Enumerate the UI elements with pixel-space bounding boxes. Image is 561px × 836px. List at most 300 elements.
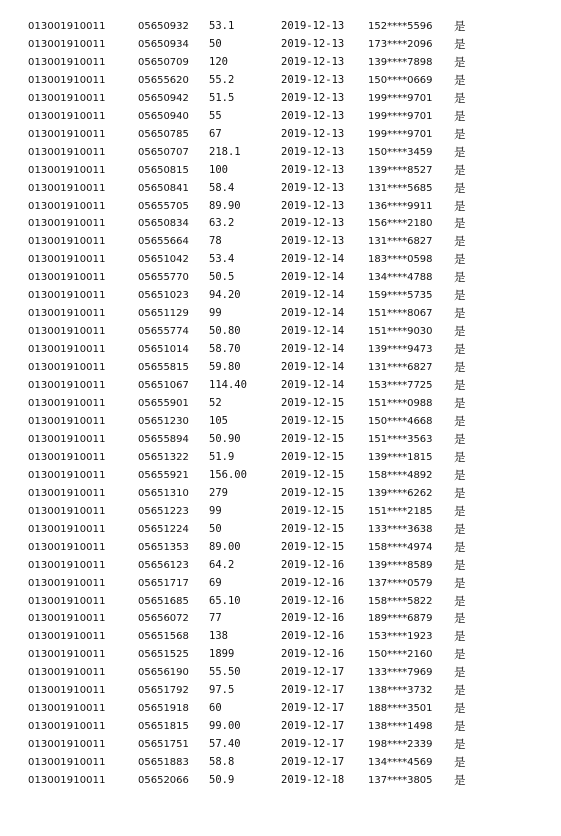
store-code-cell: 013001910011 xyxy=(28,362,106,374)
store-code-cell: 013001910011 xyxy=(28,739,106,751)
table-row xyxy=(0,646,561,664)
flag-cell: 是 xyxy=(454,413,466,428)
amount-cell: 52 xyxy=(209,397,222,410)
phone-cell: 152****5596 xyxy=(368,21,433,32)
amount-cell: 99 xyxy=(209,504,222,517)
flag-cell: 是 xyxy=(454,270,466,285)
table-row xyxy=(0,305,561,323)
date-cell: 2019-12-16 xyxy=(281,576,345,589)
flag-cell: 是 xyxy=(454,521,466,536)
order-number-cell: 05650934 xyxy=(138,38,189,50)
amount-cell: 65.10 xyxy=(209,594,241,607)
order-number-cell: 05651042 xyxy=(138,254,189,266)
phone-cell: 133****7969 xyxy=(368,667,433,679)
phone-cell: 139****1815 xyxy=(368,451,433,463)
date-cell: 2019-12-13 xyxy=(281,91,345,104)
order-number-cell: 05655815 xyxy=(138,362,189,374)
phone-cell: 139****8589 xyxy=(368,559,433,571)
flag-cell: 是 xyxy=(454,342,466,357)
order-number-cell: 05655620 xyxy=(138,74,189,86)
phone-cell: 150****2160 xyxy=(368,649,433,661)
amount-cell: 99.00 xyxy=(209,720,241,733)
flag-cell: 是 xyxy=(454,431,466,446)
table-row xyxy=(0,682,561,700)
date-cell: 2019-12-17 xyxy=(281,720,345,733)
order-number-cell: 05651224 xyxy=(138,523,189,535)
amount-cell: 100 xyxy=(209,163,228,176)
order-number-cell: 05655770 xyxy=(138,272,189,284)
table-row xyxy=(0,36,561,54)
store-code-cell: 013001910011 xyxy=(28,649,106,661)
flag-cell: 是 xyxy=(454,539,466,554)
table-row xyxy=(0,449,561,467)
store-code-cell: 013001910011 xyxy=(28,451,106,463)
flag-cell: 是 xyxy=(454,719,466,734)
table-row xyxy=(0,162,561,180)
order-number-cell: 05651717 xyxy=(138,577,189,589)
amount-cell: 55.2 xyxy=(209,73,235,86)
date-cell: 2019-12-17 xyxy=(281,756,345,769)
store-code-cell: 013001910011 xyxy=(28,56,106,68)
phone-cell: 134****4569 xyxy=(368,757,433,769)
flag-cell: 是 xyxy=(454,36,466,51)
order-number-cell: 05651129 xyxy=(138,308,189,320)
amount-cell: 1899 xyxy=(209,648,235,661)
order-number-cell: 05650841 xyxy=(138,182,189,194)
flag-cell: 是 xyxy=(454,252,466,267)
order-number-cell: 05651883 xyxy=(138,757,189,769)
store-code-cell: 013001910011 xyxy=(28,290,106,302)
store-code-cell: 013001910011 xyxy=(28,559,106,571)
amount-cell: 58.8 xyxy=(209,756,235,769)
date-cell: 2019-12-15 xyxy=(281,540,345,553)
store-code-cell: 013001910011 xyxy=(28,505,106,517)
table-row xyxy=(0,233,561,251)
order-number-cell: 05655664 xyxy=(138,236,189,248)
amount-cell: 138 xyxy=(209,630,228,643)
table-row xyxy=(0,754,561,772)
date-cell: 2019-12-14 xyxy=(281,253,345,266)
date-cell: 2019-12-13 xyxy=(281,73,345,86)
store-code-cell: 013001910011 xyxy=(28,218,106,230)
amount-cell: 51.5 xyxy=(209,91,235,104)
phone-cell: 151****0988 xyxy=(368,398,433,410)
store-code-cell: 013001910011 xyxy=(28,92,106,104)
flag-cell: 是 xyxy=(454,54,466,69)
order-number-cell: 05655921 xyxy=(138,469,189,481)
date-cell: 2019-12-13 xyxy=(281,163,345,176)
amount-cell: 279 xyxy=(209,486,228,499)
table-row xyxy=(0,610,561,628)
amount-cell: 58.70 xyxy=(209,343,241,356)
amount-cell: 97.5 xyxy=(209,684,235,697)
phone-cell: 138****1498 xyxy=(368,721,433,733)
store-code-cell: 013001910011 xyxy=(28,703,106,715)
flag-cell: 是 xyxy=(454,90,466,105)
order-number-cell: 05651322 xyxy=(138,451,189,463)
table-row xyxy=(0,144,561,162)
table-row xyxy=(0,108,561,126)
amount-cell: 55 xyxy=(209,109,222,122)
store-code-cell: 013001910011 xyxy=(28,200,106,212)
phone-cell: 138****3732 xyxy=(368,685,433,697)
date-cell: 2019-12-13 xyxy=(281,217,345,230)
flag-cell: 是 xyxy=(454,234,466,249)
table-row xyxy=(0,54,561,72)
order-number-cell: 05650785 xyxy=(138,128,189,140)
order-number-cell: 05650942 xyxy=(138,92,189,104)
store-code-cell: 013001910011 xyxy=(28,326,106,338)
amount-cell: 50.9 xyxy=(209,774,235,787)
store-code-cell: 013001910011 xyxy=(28,128,106,140)
phone-cell: 139****6262 xyxy=(368,487,433,499)
amount-cell: 50 xyxy=(209,37,222,50)
order-number-cell: 05656190 xyxy=(138,667,189,679)
amount-cell: 69 xyxy=(209,576,222,589)
phone-cell: 158****4892 xyxy=(368,469,433,481)
amount-cell: 55.50 xyxy=(209,666,241,679)
table-row xyxy=(0,539,561,557)
flag-cell: 是 xyxy=(454,216,466,231)
date-cell: 2019-12-16 xyxy=(281,612,345,625)
table-row xyxy=(0,215,561,233)
flag-cell: 是 xyxy=(454,683,466,698)
order-number-cell: 05651014 xyxy=(138,344,189,356)
phone-cell: 150****4668 xyxy=(368,415,433,427)
order-number-cell: 05656123 xyxy=(138,559,189,571)
phone-cell: 134****4788 xyxy=(368,272,433,284)
phone-cell: 183****0598 xyxy=(368,254,433,266)
store-code-cell: 013001910011 xyxy=(28,146,106,158)
phone-cell: 153****1923 xyxy=(368,631,433,643)
table-row xyxy=(0,269,561,287)
flag-cell: 是 xyxy=(454,629,466,644)
order-number-cell: 05655705 xyxy=(138,200,189,212)
flag-cell: 是 xyxy=(454,755,466,770)
date-cell: 2019-12-14 xyxy=(281,325,345,338)
table-row xyxy=(0,90,561,108)
order-number-cell: 05651751 xyxy=(138,739,189,751)
order-number-cell: 05655894 xyxy=(138,433,189,445)
table-row xyxy=(0,198,561,216)
store-code-cell: 013001910011 xyxy=(28,415,106,427)
table-row xyxy=(0,467,561,485)
amount-cell: 94.20 xyxy=(209,289,241,302)
table-row xyxy=(0,593,561,611)
order-number-cell: 05650707 xyxy=(138,146,189,158)
order-number-cell: 05650815 xyxy=(138,164,189,176)
table-row xyxy=(0,700,561,718)
table-row xyxy=(0,395,561,413)
phone-cell: 189****6879 xyxy=(368,613,433,625)
store-code-cell: 013001910011 xyxy=(28,254,106,266)
store-code-cell: 013001910011 xyxy=(28,236,106,248)
store-code-cell: 013001910011 xyxy=(28,344,106,356)
store-code-cell: 013001910011 xyxy=(28,38,106,50)
order-number-cell: 05650940 xyxy=(138,110,189,122)
flag-cell: 是 xyxy=(454,485,466,500)
data-table xyxy=(0,18,561,790)
table-row xyxy=(0,575,561,593)
store-code-cell: 013001910011 xyxy=(28,595,106,607)
table-row xyxy=(0,287,561,305)
date-cell: 2019-12-15 xyxy=(281,450,345,463)
table-row xyxy=(0,377,561,395)
table-row xyxy=(0,180,561,198)
amount-cell: 114.40 xyxy=(209,379,247,392)
date-cell: 2019-12-17 xyxy=(281,702,345,715)
date-cell: 2019-12-14 xyxy=(281,379,345,392)
order-number-cell: 05651815 xyxy=(138,721,189,733)
phone-cell: 159****5735 xyxy=(368,290,433,302)
amount-cell: 50 xyxy=(209,522,222,535)
flag-cell: 是 xyxy=(454,180,466,195)
date-cell: 2019-12-14 xyxy=(281,307,345,320)
flag-cell: 是 xyxy=(454,773,466,788)
order-number-cell: 05651223 xyxy=(138,505,189,517)
order-number-cell: 05650932 xyxy=(138,21,189,32)
flag-cell: 是 xyxy=(454,19,466,33)
phone-cell: 136****9911 xyxy=(368,200,433,212)
phone-cell: 133****3638 xyxy=(368,523,433,535)
amount-cell: 67 xyxy=(209,127,222,140)
order-number-cell: 05651568 xyxy=(138,631,189,643)
table-row xyxy=(0,736,561,754)
phone-cell: 158****4974 xyxy=(368,541,433,553)
phone-cell: 188****3501 xyxy=(368,703,433,715)
store-code-cell: 013001910011 xyxy=(28,308,106,320)
amount-cell: 218.1 xyxy=(209,145,241,158)
store-code-cell: 013001910011 xyxy=(28,272,106,284)
phone-cell: 199****9701 xyxy=(368,110,433,122)
store-code-cell: 013001910011 xyxy=(28,613,106,625)
store-code-cell: 013001910011 xyxy=(28,74,106,86)
order-number-cell: 05651353 xyxy=(138,541,189,553)
date-cell: 2019-12-13 xyxy=(281,127,345,140)
date-cell: 2019-12-13 xyxy=(281,37,345,50)
store-code-cell: 013001910011 xyxy=(28,380,106,392)
store-code-cell: 013001910011 xyxy=(28,721,106,733)
table-row xyxy=(0,126,561,144)
phone-cell: 151****9030 xyxy=(368,326,433,338)
flag-cell: 是 xyxy=(454,647,466,662)
date-cell: 2019-12-13 xyxy=(281,235,345,248)
date-cell: 2019-12-14 xyxy=(281,289,345,302)
phone-cell: 151****3563 xyxy=(368,433,433,445)
phone-cell: 156****2180 xyxy=(368,218,433,230)
order-number-cell: 05651918 xyxy=(138,703,189,715)
amount-cell: 58.4 xyxy=(209,181,235,194)
order-number-cell: 05651525 xyxy=(138,649,189,661)
store-code-cell: 013001910011 xyxy=(28,631,106,643)
table-row xyxy=(0,341,561,359)
flag-cell: 是 xyxy=(454,449,466,464)
table-row xyxy=(0,323,561,341)
flag-cell: 是 xyxy=(454,378,466,393)
date-cell: 2019-12-16 xyxy=(281,594,345,607)
phone-cell: 151****8067 xyxy=(368,308,433,320)
date-cell: 2019-12-15 xyxy=(281,468,345,481)
amount-cell: 51.9 xyxy=(209,450,235,463)
order-number-cell: 05652066 xyxy=(138,775,189,787)
phone-cell: 131****6827 xyxy=(368,362,433,374)
table-row xyxy=(0,772,561,790)
date-cell: 2019-12-15 xyxy=(281,432,345,445)
phone-cell: 137****0579 xyxy=(368,577,433,589)
amount-cell: 120 xyxy=(209,55,228,68)
flag-cell: 是 xyxy=(454,701,466,716)
store-code-cell: 013001910011 xyxy=(28,433,106,445)
store-code-cell: 013001910011 xyxy=(28,775,106,787)
phone-cell: 131****5685 xyxy=(368,182,433,194)
flag-cell: 是 xyxy=(454,162,466,177)
phone-cell: 199****9701 xyxy=(368,92,433,104)
store-code-cell: 013001910011 xyxy=(28,469,106,481)
table-row xyxy=(0,485,561,503)
amount-cell: 50.5 xyxy=(209,271,235,284)
order-number-cell: 05655901 xyxy=(138,398,189,410)
flag-cell: 是 xyxy=(454,737,466,752)
phone-cell: 139****7898 xyxy=(368,56,433,68)
store-code-cell: 013001910011 xyxy=(28,164,106,176)
flag-cell: 是 xyxy=(454,503,466,518)
order-number-cell: 05651310 xyxy=(138,487,189,499)
store-code-cell: 013001910011 xyxy=(28,182,106,194)
flag-cell: 是 xyxy=(454,324,466,339)
table-row xyxy=(0,664,561,682)
flag-cell: 是 xyxy=(454,72,466,87)
amount-cell: 77 xyxy=(209,612,222,625)
order-number-cell: 05651230 xyxy=(138,415,189,427)
phone-cell: 198****2339 xyxy=(368,739,433,751)
table-row xyxy=(0,557,561,575)
phone-cell: 150****0669 xyxy=(368,74,433,86)
store-code-cell: 013001910011 xyxy=(28,541,106,553)
date-cell: 2019-12-17 xyxy=(281,738,345,751)
table-row xyxy=(0,72,561,90)
order-number-cell: 05651067 xyxy=(138,380,189,392)
table-row xyxy=(0,18,561,36)
date-cell: 2019-12-13 xyxy=(281,109,345,122)
flag-cell: 是 xyxy=(454,108,466,123)
phone-cell: 151****2185 xyxy=(368,505,433,517)
order-number-cell: 05656072 xyxy=(138,613,189,625)
date-cell: 2019-12-16 xyxy=(281,648,345,661)
amount-cell: 99 xyxy=(209,307,222,320)
flag-cell: 是 xyxy=(454,198,466,213)
amount-cell: 53.4 xyxy=(209,253,235,266)
table-row xyxy=(0,413,561,431)
date-cell: 2019-12-18 xyxy=(281,774,345,787)
date-cell: 2019-12-16 xyxy=(281,630,345,643)
date-cell: 2019-12-15 xyxy=(281,414,345,427)
flag-cell: 是 xyxy=(454,360,466,375)
date-cell: 2019-12-15 xyxy=(281,486,345,499)
store-code-cell: 013001910011 xyxy=(28,487,106,499)
amount-cell: 59.80 xyxy=(209,361,241,374)
table-row xyxy=(0,503,561,521)
flag-cell: 是 xyxy=(454,611,466,626)
table-row xyxy=(0,251,561,269)
flag-cell: 是 xyxy=(454,306,466,321)
table-row xyxy=(0,628,561,646)
order-number-cell: 05650709 xyxy=(138,56,189,68)
date-cell: 2019-12-14 xyxy=(281,271,345,284)
amount-cell: 50.80 xyxy=(209,325,241,338)
amount-cell: 57.40 xyxy=(209,738,241,751)
date-cell: 2019-12-14 xyxy=(281,343,345,356)
date-cell: 2019-12-15 xyxy=(281,504,345,517)
table-row xyxy=(0,521,561,539)
order-number-cell: 05651792 xyxy=(138,685,189,697)
phone-cell: 173****2096 xyxy=(368,38,433,50)
flag-cell: 是 xyxy=(454,396,466,411)
table-row xyxy=(0,718,561,736)
amount-cell: 78 xyxy=(209,235,222,248)
phone-cell: 153****7725 xyxy=(368,380,433,392)
table-row xyxy=(0,359,561,377)
date-cell: 2019-12-13 xyxy=(281,199,345,212)
date-cell: 2019-12-15 xyxy=(281,522,345,535)
flag-cell: 是 xyxy=(454,665,466,680)
order-number-cell: 05651685 xyxy=(138,595,189,607)
store-code-cell: 013001910011 xyxy=(28,757,106,769)
order-number-cell: 05651023 xyxy=(138,290,189,302)
store-code-cell: 013001910011 xyxy=(28,577,106,589)
date-cell: 2019-12-17 xyxy=(281,684,345,697)
date-cell: 2019-12-13 xyxy=(281,145,345,158)
phone-cell: 150****3459 xyxy=(368,146,433,158)
store-code-cell: 013001910011 xyxy=(28,398,106,410)
amount-cell: 156.00 xyxy=(209,468,247,481)
date-cell: 2019-12-13 xyxy=(281,20,345,32)
amount-cell: 63.2 xyxy=(209,217,235,230)
order-number-cell: 05650834 xyxy=(138,218,189,230)
flag-cell: 是 xyxy=(454,144,466,159)
amount-cell: 60 xyxy=(209,702,222,715)
date-cell: 2019-12-13 xyxy=(281,181,345,194)
store-code-cell: 013001910011 xyxy=(28,667,106,679)
phone-cell: 131****6827 xyxy=(368,236,433,248)
flag-cell: 是 xyxy=(454,557,466,572)
flag-cell: 是 xyxy=(454,575,466,590)
date-cell: 2019-12-15 xyxy=(281,397,345,410)
date-cell: 2019-12-16 xyxy=(281,558,345,571)
phone-cell: 158****5822 xyxy=(368,595,433,607)
amount-cell: 50.90 xyxy=(209,432,241,445)
flag-cell: 是 xyxy=(454,593,466,608)
phone-cell: 137****3805 xyxy=(368,775,433,787)
date-cell: 2019-12-14 xyxy=(281,361,345,374)
phone-cell: 139****9473 xyxy=(368,344,433,356)
amount-cell: 105 xyxy=(209,414,228,427)
amount-cell: 53.1 xyxy=(209,20,235,32)
flag-cell: 是 xyxy=(454,467,466,482)
amount-cell: 89.00 xyxy=(209,540,241,553)
amount-cell: 89.90 xyxy=(209,199,241,212)
flag-cell: 是 xyxy=(454,126,466,141)
date-cell: 2019-12-13 xyxy=(281,55,345,68)
amount-cell: 64.2 xyxy=(209,558,235,571)
store-code-cell: 013001910011 xyxy=(28,685,106,697)
store-code-cell: 013001910011 xyxy=(28,523,106,535)
phone-cell: 199****9701 xyxy=(368,128,433,140)
table-row xyxy=(0,431,561,449)
flag-cell: 是 xyxy=(454,288,466,303)
phone-cell: 139****8527 xyxy=(368,164,433,176)
store-code-cell: 013001910011 xyxy=(28,21,106,32)
date-cell: 2019-12-17 xyxy=(281,666,345,679)
